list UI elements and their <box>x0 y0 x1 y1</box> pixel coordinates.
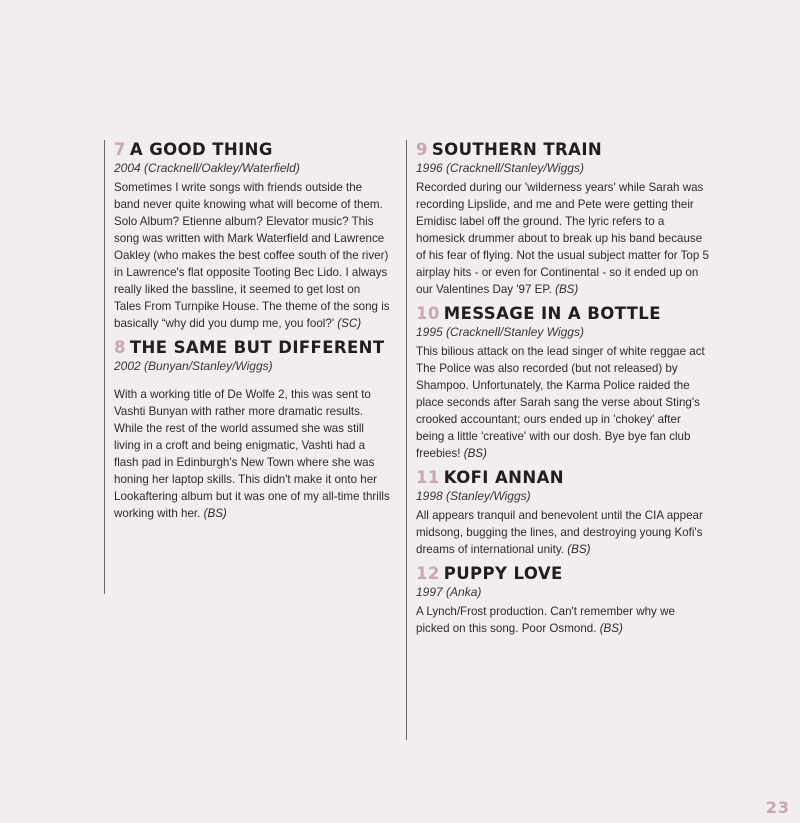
author-initials: (BS) <box>463 447 487 460</box>
track-notes <box>416 343 710 462</box>
page-number: 23 <box>765 798 790 817</box>
track-notes <box>416 179 710 298</box>
track-number: 9 <box>416 140 428 159</box>
track-credit: 2004 (Cracknell/Oakley/Waterfield) <box>114 161 300 175</box>
author-initials: (BS) <box>599 622 623 635</box>
track-notes-text: With a working title of De Wolfe 2, this was sent to Vashti Bunyan with rather more dramatic results. While the rest of the world assumed she was still living in a croft and being enigmatic, Vashti had a flash pad in Edinburgh's New Town where she was honing her laptop skills. This didn't make it onto her Lookaftering album but it was one of my all-time thrills working with her. <box>114 388 390 520</box>
track-number: 10 <box>416 304 440 323</box>
track-number: 12 <box>416 564 440 583</box>
track-name: PUPPY LOVE <box>443 564 563 583</box>
track-title <box>416 304 710 323</box>
track-name: SOUTHERN TRAIN <box>431 140 603 159</box>
track-notes <box>416 507 710 558</box>
track-title <box>114 140 390 159</box>
track-notes <box>114 179 390 332</box>
author-initials: (BS) <box>555 283 579 296</box>
track-title <box>416 564 710 583</box>
track-credit: 1995 (Cracknell/Stanley Wiggs) <box>416 325 584 339</box>
track-credit: 1998 (Stanley/Wiggs) <box>416 489 531 503</box>
track-credit: 2002 (Bunyan/Stanley/Wiggs) <box>114 359 273 373</box>
track-name: KOFI ANNAN <box>443 468 564 487</box>
track-entry-9 <box>416 140 710 298</box>
author-initials: (BS) <box>567 543 591 556</box>
track-credit: 1997 (Anka) <box>416 585 482 599</box>
track-number: 7 <box>114 140 126 159</box>
track-entry-11 <box>416 468 710 558</box>
track-credit: 1996 (Cracknell/Stanley/Wiggs) <box>416 161 584 175</box>
track-title <box>416 140 710 159</box>
author-initials: (SC) <box>337 317 362 330</box>
left-column <box>104 140 390 594</box>
track-name: A GOOD THING <box>129 140 273 159</box>
track-number: 11 <box>416 468 440 487</box>
track-notes <box>416 603 710 637</box>
track-notes-text: This bilious attack on the lead singer of white reggae act The Police was also recorded (but not released) by Shampoo. Unfortunately, the Karma Police raided the place seconds after Sarah sang the verse about Sting's crooked accountant; ours ended up in 'chokey' after being a little 'creative' with our dosh. Bye bye fan club freebies! <box>416 345 705 460</box>
track-entry-10 <box>416 304 710 462</box>
track-entry-7 <box>114 140 390 332</box>
author-initials: (BS) <box>203 507 227 520</box>
right-column <box>406 140 710 740</box>
track-number: 8 <box>114 338 126 357</box>
track-notes-text: A Lynch/Frost production. Can't remember why we picked on this song. Poor Osmond. <box>416 605 675 635</box>
track-notes <box>114 386 390 522</box>
track-title <box>416 468 710 487</box>
track-entry-8 <box>114 338 390 522</box>
track-notes-text: Sometimes I write songs with friends outside the band never quite knowing what will become of them. Solo Album? Etienne album? Elevator music? This song was written with Mark Waterfield and Lawrence Oakley (who makes the best coffee south of the river) in Lawrence's flat opposite Tooting Bec Lido. I always really liked the bassline, it seemed to get lost on Tales From Turnpike House. The theme of the song is basically “why did you dump me, you fool?' <box>114 181 390 330</box>
track-name: THE SAME BUT DIFFERENT <box>129 338 385 357</box>
track-title <box>114 338 390 357</box>
track-name: MESSAGE IN A BOTTLE <box>443 304 661 323</box>
track-entry-12 <box>416 564 710 637</box>
track-notes-text: All appears tranquil and benevolent until the CIA appear midsong, bugging the lines, and destroying young Kofi's dreams of international unity. <box>416 509 703 556</box>
track-notes-text: Recorded during our 'wilderness years' while Sarah was recording Lipslide, and me and Pete were getting their Emidisc label off the ground. The lyric refers to a homesick drummer about to break up his band because of his fear of flying. Not the usual subject matter for Top 5 airplay hits - or even for Continental - so it ended up on our Valentines Day '97 EP. <box>416 181 710 296</box>
